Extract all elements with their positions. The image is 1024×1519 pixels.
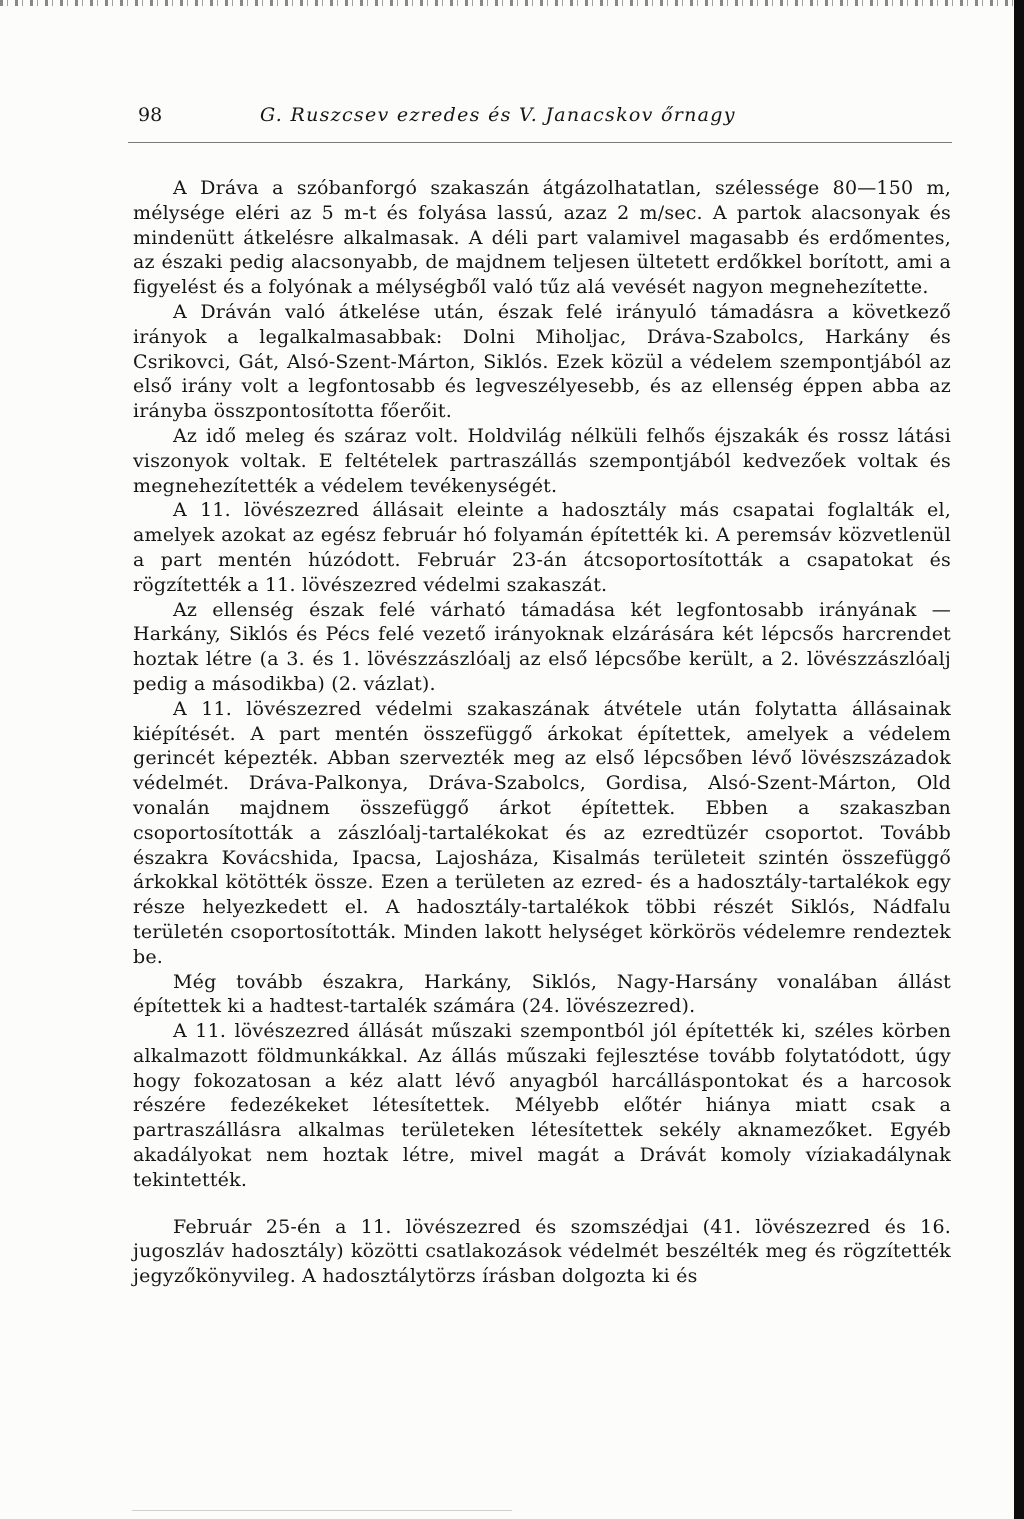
scan-bottom-mark [132,1510,512,1511]
paragraph: Február 25-én a 11. lövészezred és szomszédjai (41. lövészezred és 16. jugoszláv hadosztály) közötti csatlakozások védelmét beszélték meg és rögzítették jegyzőkönyvileg. A hadosztálytörzs írásban dolgozta ki és [133,1215,951,1288]
paragraph: A Dráva a szóbanforgó szakaszán átgázolhatatlan, szélessége 80—150 m, mélysége eléri az 5 m-t és folyása lassú, azaz 2 m/sec. A partok alacsonyak és mindenütt átkelésre alkalmasak. A déli part valamivel magasabb és erdőmentes, az északi pedig alacsonyabb, de majdnem teljesen ültetett erdőkkel borított, ami a figyelést és a folyónak a mélységből való tűz alá vevését nagyon megnehezítette. [133,177,951,299]
paragraph: Az ellenség észak felé várható támadása két legfontosabb irányának — Harkány, Siklós és Pécs felé vezető irányoknak elzárására két lépcsős harcrendet hoztak létre (a 3. és 1. lövészzászlóalj az első lépcsőbe került, a 2. lövészzászlóalj pedig a másodikba) (2. vázlat). [133,598,951,695]
body-text [133,176,951,1289]
running-head: G. Ruszcsev ezredes és V. Janacskov őrnagy [260,104,736,126]
paragraph: A 11. lövészezred védelmi szakaszának átvétele után folytatta állásainak kiépítését. A part mentén összefüggő árkokat építettek, amelyek a védelem gerincét képezték. Abban szervezték meg az első lépcsőben lévő lövészszázadok védelmét. Dráva-Palkonya, Dráva-Szabolcs, Gordisa, Alsó-Szent-Márton, Old vonalán majdnem összefüggő árkot építettek. Ebben a szakaszban csoportosították a zászlóalj-tartalékokat és az ezredtüzér csoportot. Tovább északra Kovácshida, Ipacsa, Lajosháza, Kisalmás területeit szintén összefüggő árkokkal kötötték össze. Ezen a területen az ezred- és a hadosztály-tartalékok egy része helyezkedett el. A hadosztály-tartalékok többi részét Siklós, Nádfalu területén csoportosították. Minden lakott helységet körkörös védelemre rendeztek be. [133,697,951,968]
paragraph: A 11. lövészezred állásait eleinte a hadosztály más csapatai foglalták el, amelyek azokat az egész február hó folyamán építették ki. A peremsáv közvetlenül a part mentén húzódott. Február 23-án átcsoportosították a csapatokat és rögzítették a 11. lövészezred védelmi szakaszát. [133,499,951,596]
paragraph: A 11. lövészezred állását műszaki szempontból jól építették ki, széles körben alkalmazott földmunkákkal. Az állás műszaki fejlesztése tovább folytatódott, úgy hogy fokozatosan a kéz alatt lévő anyagból harcálláspontokat és a harcosok részére fedezékeket létesítettek. Mélyebb előtér hiánya miatt csak a partraszállásra alkalmas területeken létesítettek sekély aknamezőket. Egyéb akadályokat nem hoztak létre, mivel magát a Drávát komoly víziakadálynak tekintették. [133,1020,951,1191]
page-number: 98 [138,104,163,126]
page-header [124,104,1004,140]
scan-top-edge [0,0,1024,6]
header-rule [128,142,952,143]
paragraph: Az idő meleg és száraz volt. Holdvilág nélküli felhős éjszakák és rossz látási viszonyok voltak. E feltételek partraszállás szempontjából kedvezőek voltak és megnehezítették a védelem tevékenységét. [133,424,951,497]
paragraph: A Dráván való átkelése után, észak felé irányuló támadásra a következő irányok a legalkalmasabbak: Dolni Miholjac, Dráva-Szabolcs, Harkány és Csrikovci, Gát, Alsó-Szent-Márton, Siklós. Ezek közül a védelem szempontjából az első irány volt a legfontosabb és legveszélyesebb, és az ellenség éppen abba az irányba összpontosította főerőit. [133,300,951,423]
scan-right-edge [1014,0,1024,1519]
paragraph: Még tovább északra, Harkány, Siklós, Nagy-Harsány vonalában állást építettek ki a hadtest-tartalék számára (24. lövészezred). [133,970,951,1018]
